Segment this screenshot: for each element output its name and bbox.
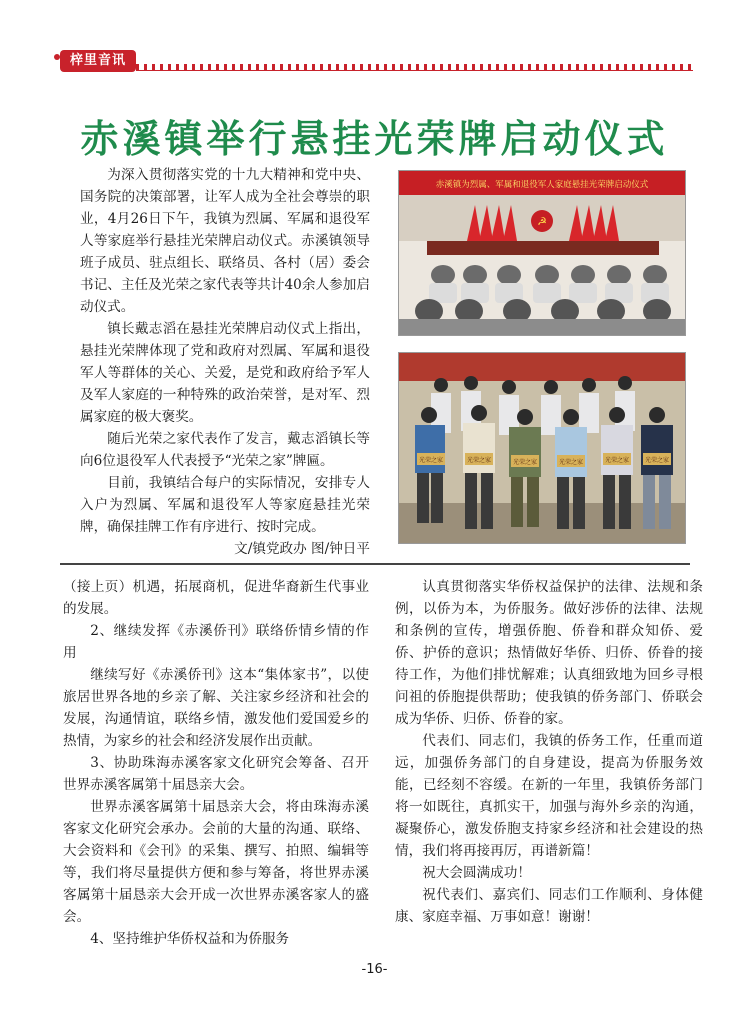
body-paragraph: 祝代表们、嘉宾们、同志们工作顺利、身体健康、家庭幸福、万事如意！谢谢！ bbox=[395, 887, 703, 925]
group-photo-illustration bbox=[399, 353, 685, 543]
article-paragraph: 为深入贯彻落实党的十九大精神和党中央、国务院的决策部署，让军人成为全社会尊崇的职业，4月26日下午，我镇为烈属、军属和退役军人等家庭举行悬挂光荣牌启动仪式。赤溪镇领导班子成员、驻点组长、联络员、各村（居）委会书记、主任及光荣之家代表等共计40余人参加启动仪式。 bbox=[80, 167, 370, 315]
section-heading: 3、协助珠海赤溪客家文化研究会筹备、召开世界赤溪客属第十届恳亲大会。 bbox=[63, 755, 369, 793]
body-paragraph: 祝大会圆满成功！ bbox=[422, 865, 531, 881]
article-paragraph: 目前，我镇结合每户的实际情况，安排专人入户为烈属、军属和退役军人等家庭悬挂光荣牌，确保挂牌工作有序进行、按时完成。 bbox=[80, 475, 370, 535]
plaque-label: 光荣之家 bbox=[418, 457, 444, 464]
continued-column-left bbox=[63, 576, 369, 950]
meeting-photo-illustration bbox=[399, 171, 685, 335]
meeting-photo bbox=[398, 170, 686, 336]
group-photo bbox=[398, 352, 686, 544]
article-title: 赤溪镇举行悬挂光荣牌启动仪式 bbox=[80, 117, 669, 161]
article-paragraph: 随后光荣之家代表作了发言，戴志滔镇长等向6位退役军人代表授予“光荣之家”牌匾。 bbox=[80, 431, 370, 469]
section-heading: 4、坚持维护华侨权益和为侨服务 bbox=[90, 931, 290, 947]
svg-text:☭: ☭ bbox=[537, 215, 547, 228]
body-paragraph: （接上页）机遇，拓展商机，促进华裔新生代事业的发展。 bbox=[63, 579, 369, 617]
page-number: -16- bbox=[361, 962, 388, 977]
continued-column-right bbox=[395, 576, 703, 928]
plaque-label: 光荣之家 bbox=[466, 457, 492, 464]
plaque-label: 光荣之家 bbox=[644, 457, 670, 464]
byline: 文/镇党政办 图/钟日平 bbox=[234, 541, 370, 557]
plaque-label: 光荣之家 bbox=[512, 459, 538, 466]
plaque-label: 光荣之家 bbox=[558, 459, 584, 466]
body-paragraph: 代表们、同志们，我镇的侨务工作，任重而道远，加强侨务部门的自身建设，提高为侨服务效能，已经刻不容缓。在新的一年里，我镇侨务部门将一如既往，真抓实干，加强与海外乡亲的沟通，凝聚侨心，激发侨胞支持家乡经济和社会建设的热情，我们将再接再厉，再谱新篇！ bbox=[395, 733, 703, 859]
section-heading: 2、继续发挥《赤溪侨刊》联络侨情乡情的作用 bbox=[63, 623, 369, 661]
header-rule bbox=[136, 64, 693, 71]
plaque-label: 光荣之家 bbox=[604, 457, 630, 464]
body-paragraph: 认真贯彻落实华侨权益保护的法律、法规和条例，以侨为本，为侨服务。做好涉侨的法律、法规和条例的宣传，增强侨胞、侨眷和群众知侨、爱侨、护侨的意识；热情做好华侨、归侨、侨眷的接待工作，为他们排忧解难；认真细致地为回乡寻根问祖的侨胞提供帮助；使我镇的侨务部门、侨联会成为华侨、归侨、侨眷的家。 bbox=[395, 579, 703, 727]
article-body bbox=[80, 164, 370, 560]
meeting-banner-text: 赤溪镇为烈属、军属和退役军人家庭悬挂光荣牌启动仪式 bbox=[435, 180, 649, 190]
column-tag: 梓里音讯 bbox=[60, 50, 136, 72]
section-divider bbox=[60, 563, 690, 565]
body-paragraph: 世界赤溪客属第十届恳亲大会，将由珠海赤溪客家文化研究会承办。会前的大量的沟通、联络、大会资料和《会刊》的采集、撰写、拍照、编辑等等，我们将尽量提供方便和参与筹备，将世界赤溪客属第十届恳亲大会开成一次世界赤溪客家人的盛会。 bbox=[63, 799, 369, 925]
article-paragraph: 镇长戴志滔在悬挂光荣牌启动仪式上指出，悬挂光荣牌体现了党和政府对烈属、军属和退役军人等群体的关心、关爱，是党和政府给予军人及军人家庭的一种特殊的政治荣誉，是对军、烈属家庭的极大褒奖。 bbox=[80, 321, 370, 425]
body-paragraph: 继续写好《赤溪侨刊》这本“集体家书”，以使旅居世界各地的乡亲了解、关注家乡经济和社会的发展，沟通情谊，联络乡情，激发他们爱国爱乡的热情，为家乡的社会和经济发展作出贡献。 bbox=[63, 667, 369, 749]
